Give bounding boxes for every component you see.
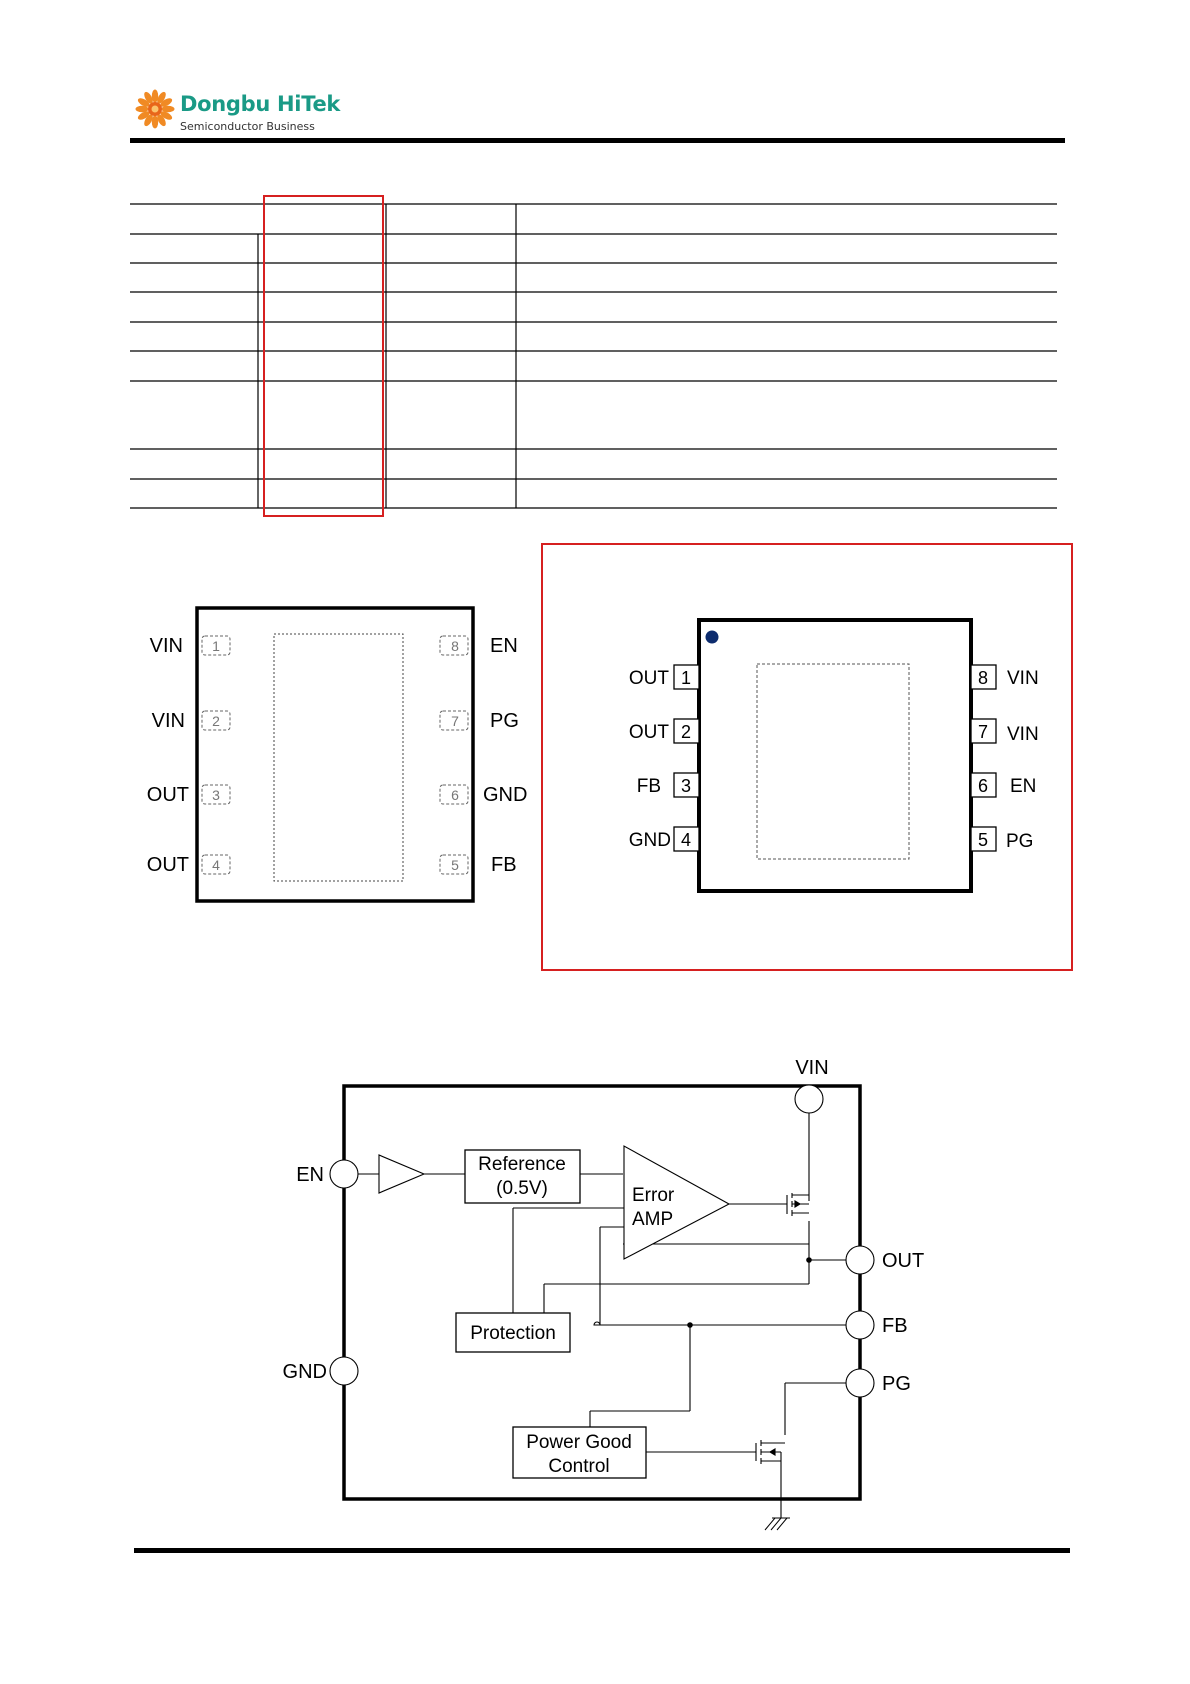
pin-number: 7	[977, 722, 989, 742]
pin-number: 8	[451, 638, 459, 654]
pin-label: GND	[628, 830, 671, 851]
pin-label: FB	[636, 776, 661, 797]
pin-label: PG	[1006, 831, 1034, 852]
en-label: EN	[296, 1164, 324, 1186]
exposed-pad	[757, 664, 909, 859]
pin-label: VIN	[149, 635, 183, 657]
error-amp-label-line2: AMP	[632, 1209, 674, 1230]
pin-label: OUT	[146, 784, 189, 806]
pin-2	[629, 719, 699, 743]
pin-label: EN	[490, 635, 518, 657]
vin-terminal	[795, 1085, 823, 1113]
brand-name: Dongbu HiTek	[180, 92, 341, 116]
pin-number: 3	[680, 776, 692, 796]
vin-label: VIN	[795, 1057, 829, 1079]
pin-4	[147, 854, 230, 876]
error-amp-label-line1: Error	[632, 1185, 675, 1206]
wire-junction	[806, 1257, 812, 1263]
footer-rule	[134, 1548, 1070, 1553]
pin-number: 1	[680, 668, 692, 688]
pin-7	[440, 710, 519, 732]
pin-number: 5	[977, 830, 989, 850]
pin-6	[971, 773, 1036, 797]
pin-1	[629, 665, 699, 689]
pin-number: 4	[212, 857, 220, 873]
reference-label: Reference	[478, 1154, 566, 1175]
pin-number: 2	[212, 713, 220, 729]
pin-label: VIN	[1007, 724, 1039, 745]
fb-terminal	[846, 1311, 874, 1339]
pin-5	[971, 827, 1033, 852]
package-body	[699, 620, 971, 891]
pg-label: PG	[882, 1373, 911, 1395]
pg-terminal	[846, 1369, 874, 1397]
pin-label: VIN	[151, 710, 185, 732]
brand-subtitle: Semiconductor Business	[180, 120, 315, 133]
pin-label: OUT	[628, 668, 669, 689]
exposed-pad	[274, 634, 403, 881]
gnd-terminal	[330, 1357, 358, 1385]
pin-number: 7	[451, 713, 459, 729]
package-body	[197, 608, 473, 901]
pin-1	[150, 635, 230, 657]
pin-label: FB	[491, 854, 517, 876]
enable-buffer-icon	[379, 1155, 424, 1193]
pin-6	[440, 784, 527, 806]
functional-block-diagram	[0, 1040, 1190, 1540]
pin-3	[147, 784, 230, 806]
ground-symbol-icon	[765, 1518, 787, 1530]
pin-number: 3	[212, 787, 220, 803]
pin-label: OUT	[628, 722, 669, 743]
out-terminal	[846, 1246, 874, 1274]
pgc-label-line2: Control	[548, 1456, 610, 1477]
en-terminal	[330, 1160, 358, 1188]
out-label: OUT	[882, 1250, 925, 1272]
pin-number: 6	[451, 787, 459, 803]
pin-4	[629, 827, 699, 851]
pin-number: 1	[212, 638, 220, 654]
pin-number: 6	[977, 776, 989, 796]
pin-number: 2	[680, 722, 692, 742]
package-pinout-right	[540, 542, 1080, 974]
pin-number: 4	[680, 830, 692, 850]
pin-8	[440, 635, 518, 657]
pin-label: GND	[483, 784, 528, 806]
reference-value: (0.5V)	[496, 1178, 548, 1199]
pin-label: PG	[490, 710, 519, 732]
pin-description-table	[0, 0, 1190, 540]
protection-label: Protection	[470, 1323, 556, 1344]
gnd-label: GND	[282, 1361, 327, 1383]
pin-column-highlight-box	[264, 196, 383, 516]
pin-number: 8	[977, 668, 989, 688]
pin-8	[971, 665, 1039, 689]
pin1-indicator-dot	[706, 631, 719, 644]
pin-label: EN	[1010, 776, 1037, 797]
wire-junction	[687, 1322, 693, 1328]
pass-transistor-icon	[787, 1193, 809, 1216]
pin-2	[152, 710, 230, 732]
pin-5	[440, 854, 517, 876]
package-pinout-left	[130, 590, 550, 910]
pin-number: 5	[451, 857, 459, 873]
pin-label: OUT	[146, 854, 189, 876]
pin-label: VIN	[1007, 668, 1039, 689]
pin-3	[637, 773, 699, 797]
pin-7	[971, 719, 1039, 745]
pgc-label-line1: Power Good	[526, 1432, 632, 1453]
highlight-frame	[542, 544, 1072, 970]
fb-label: FB	[882, 1315, 908, 1337]
